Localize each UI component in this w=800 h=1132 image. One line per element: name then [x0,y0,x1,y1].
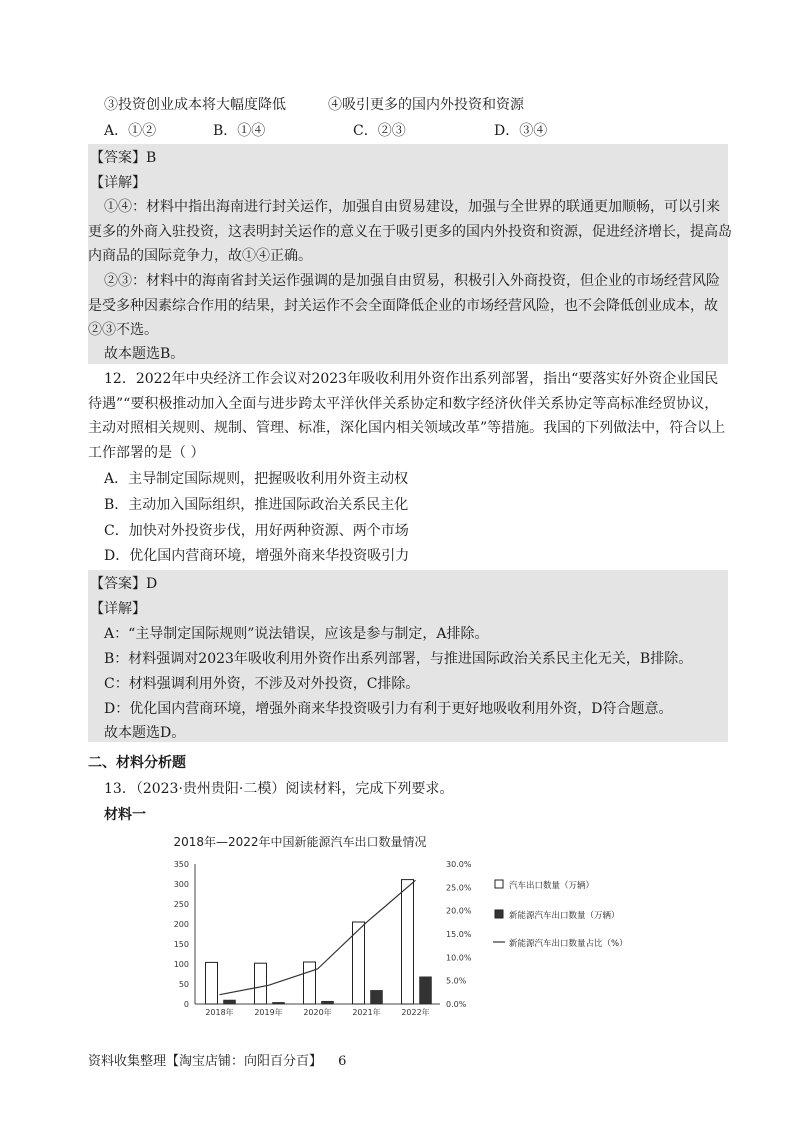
material-label: 材料一 [104,807,146,823]
y-left-tick-label: 50 [178,980,189,989]
detail-line: C：材料强调利用外资，不涉及对外投资，C排除。 [104,676,420,692]
bar-nev-exports [322,1001,334,1004]
export-chart [150,826,630,1026]
bar-nev-exports [273,1002,285,1004]
legend-swatch-total [495,880,503,888]
q13-stem: 13．（2023·贵州贵阳·二模）阅读材料，完成下列要求。 [104,781,454,797]
choice-d: D．③④ [494,123,548,139]
choice-a: A．①② [104,123,157,139]
detail-line: 更多的外商入驻投资，这表明封关运作的意义在于吸引更多的国内外投资和资源，促进经济增长，提高岛 [88,224,732,240]
bar-nev-exports [371,990,383,1004]
y-left-tick-label: 100 [173,960,189,969]
footer [88,1050,346,1069]
detail-line: 是受多种因素综合作用的结果，封关运作不会全面降低企业的市场经营风险，也不会降低创业成本，故 [88,298,718,314]
detail-line: B：材料强调对2023年吸收利用外资作出系列部署，与推进国际政治关系民主化无关，B排除。 [104,651,693,667]
y-left-tick-label: 150 [173,940,189,949]
legend-label: 汽车出口数量（万辆） [509,881,595,891]
y-right-tick-label: 5.0% [446,976,467,986]
q12-option-c: C．加快对外投资步伐，用好两种资源、两个市场 [104,523,409,539]
y-right-tick-label: 15.0% [446,930,472,939]
detail-line: ②③不选。 [88,322,158,338]
q12-stem: 12．2022年中央经济工作会议对2023年吸收利用外资作出系列部署，指出“要落实好外资企业国民 [104,371,719,387]
y-right-tick-label: 20.0% [446,906,472,916]
detail-line: ①④：材料中指出海南进行封关运作，加强自由贸易建设，加强与全世界的联通更加顺畅，可以引来 [104,199,720,215]
q11-option-4: ④吸引更多的国内外投资和资源 [328,97,524,113]
y-left-tick-label: 0 [183,1000,189,1009]
x-tick-label: 2021年 [352,1008,381,1017]
y-left-tick-label: 300 [173,880,189,889]
legend-swatch-nev [495,910,503,918]
detail-line: A：“主导制定国际规则”说法错误，应该是参与制定，A排除。 [104,626,489,642]
q12-stem: 待遇”“要积极推动加入全面与进步跨太平洋伙伴关系协定和数字经济伙伴关系协定等高标准经贸协议， [88,396,719,412]
q12-stem: 工作部署的是（ ） [88,445,205,461]
y-right-tick-label: 10.0% [446,953,472,963]
q11-option-3: ③投资创业成本将大幅度降低 [104,97,286,113]
detail-label: 【详解】 [90,601,146,617]
y-right-tick-label: 30.0% [446,860,472,869]
detail-line: 内商品的国际竞争力，故①④正确。 [88,248,312,264]
bar-nev-exports [420,977,432,1004]
detail-label: 【详解】 [90,175,146,191]
bar-total-exports [304,962,316,1004]
y-right-tick-label: 0.0% [446,1000,467,1009]
y-right-tick-label: 25.0% [446,883,472,893]
answer-label: 【答案】D [90,576,158,592]
y-left-tick-label: 350 [173,860,189,869]
q12-option-d: D．优化国内营商环境，增强外商来华投资吸引力 [104,548,410,564]
bar-total-exports [255,963,267,1004]
choice-b: B．①④ [213,123,266,139]
chart-title: 2018年—2022年中国新能源汽车出口数量情况 [173,835,427,849]
detail-line: D：优化国内营商环境，增强外商来华投资吸引力有利于更好地吸收利用外资，D符合题意。 [104,701,673,717]
detail-line: 故本题选B。 [104,346,185,362]
bar-nev-exports [224,1000,236,1004]
q12-stem: 主动对照相关规则、规制、管理、标准，深化国内相关领域改革”等措施。我国的下列做法中，符合以上 [88,420,726,436]
detail-line: 故本题选D。 [104,725,186,741]
q12-option-a: A．主导制定国际规则，把握吸收利用外资主动权 [104,471,409,487]
legend-label: 新能源汽车出口数量（万辆） [509,911,620,921]
choice-c: C．②③ [353,123,406,139]
answer-label: 【答案】B [90,150,157,166]
x-tick-label: 2022年 [401,1008,430,1017]
y-left-tick-label: 200 [173,920,189,929]
q12-option-b: B．主动加入国际组织，推进国际政治关系民主化 [104,497,409,513]
section-heading: 二、材料分析题 [88,755,186,771]
page-number: 6 [338,1054,347,1069]
x-tick-label: 2019年 [254,1008,283,1017]
legend-label: 新能源汽车出口数量占比（%） [509,939,628,949]
y-left-tick-label: 250 [173,900,189,909]
x-tick-label: 2018年 [205,1008,234,1017]
bar-total-exports [402,880,414,1004]
detail-line: ②③：材料中的海南省封关运作强调的是加强自由贸易，积极引入外商投资，但企业的市场经营风险 [104,273,720,289]
footer-text: 资料收集整理【淘宝店铺：向阳百分百】 [88,1054,323,1069]
line-nev-share [220,880,416,994]
x-tick-label: 2020年 [303,1008,332,1017]
bar-total-exports [206,962,218,1004]
